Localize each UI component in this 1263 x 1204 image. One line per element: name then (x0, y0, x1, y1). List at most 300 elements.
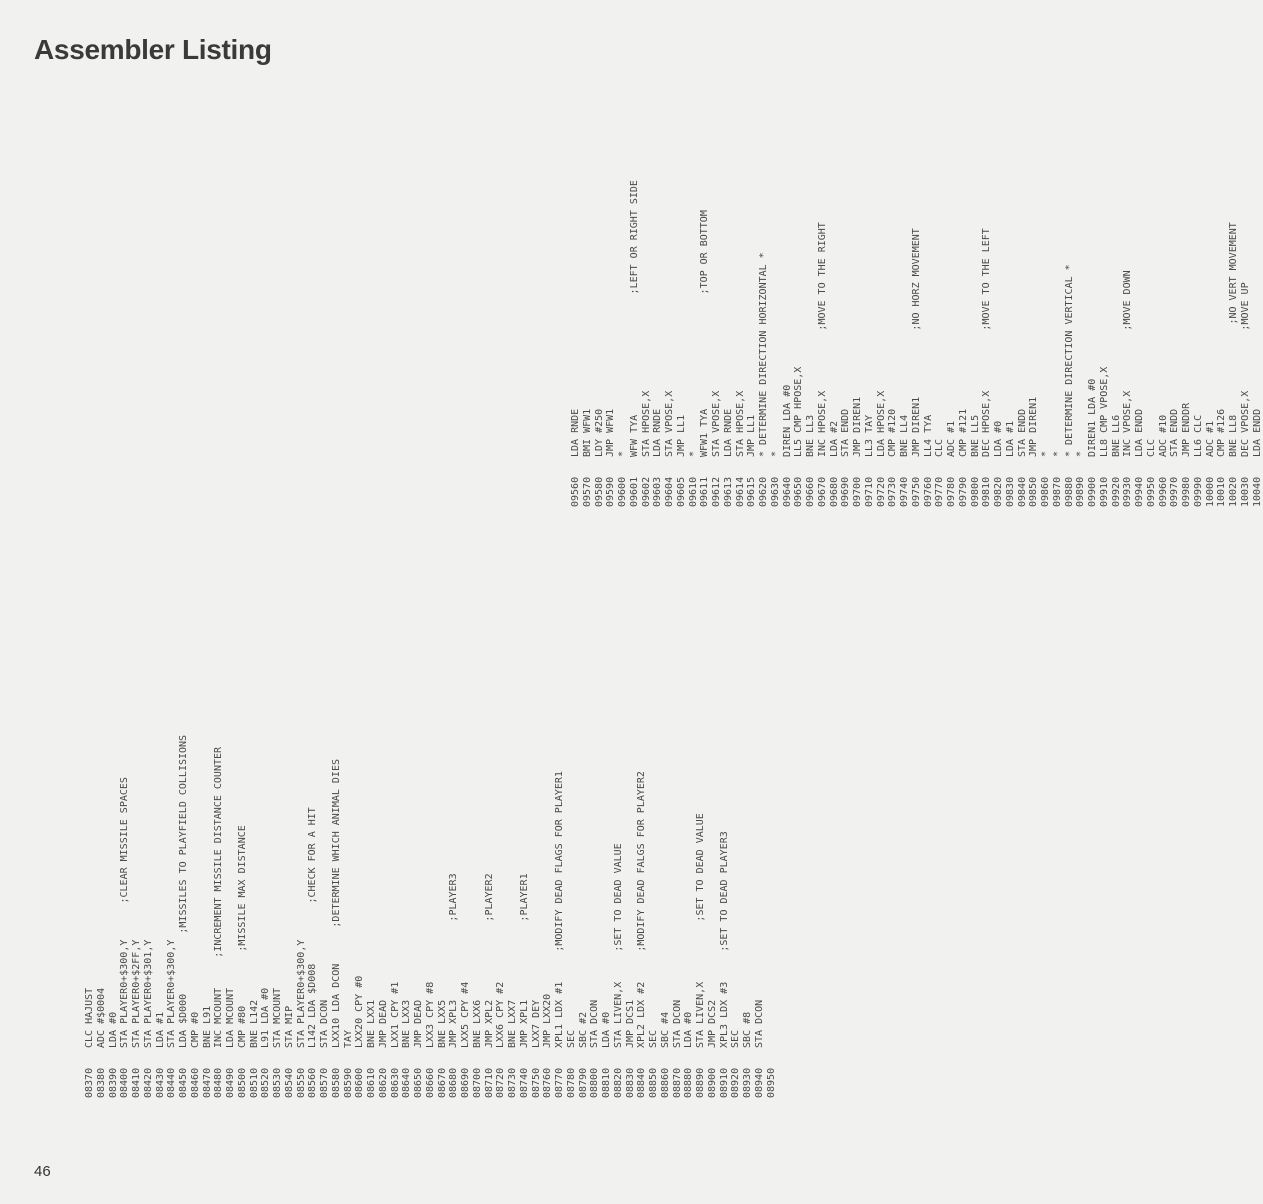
line-number: 09970 (1169, 476, 1181, 507)
listing-line (390, 378, 402, 1098)
code-text: ADC #1 (1204, 420, 1216, 457)
line-number: 09920 (1110, 476, 1122, 507)
line-number: 08410 (131, 1067, 142, 1098)
line-number: 08610 (366, 1067, 377, 1098)
line-number: 10000 (1204, 476, 1216, 507)
listing-line (413, 378, 425, 1098)
code-text: BNE LL8 ;NO VERT MOVEMENT (1228, 222, 1239, 457)
line-number: 09830 (1004, 476, 1016, 507)
code-text: JMP LL1 (675, 414, 687, 457)
listing-line (876, 127, 888, 507)
line-number: 08460 (189, 1067, 201, 1098)
listing-line (946, 127, 958, 507)
listing-line (723, 127, 735, 507)
code-text: DEC HPOSE,X ;MOVE TO THE LEFT (981, 228, 993, 457)
line-number: 08900 (706, 1067, 718, 1098)
line-number: 09750 (910, 476, 922, 507)
line-number: 08390 (107, 1067, 119, 1098)
line-number: 09560 (570, 476, 581, 507)
code-text: LXX3 CPY #8 (424, 981, 436, 1048)
listing-line (519, 378, 531, 1098)
code-text: STA HPOSE,X (640, 390, 652, 457)
listing-line (366, 378, 378, 1098)
code-text: JMP ENDDR (1181, 402, 1192, 457)
code-text: BNE L142 (248, 999, 260, 1048)
line-number: 09720 (875, 476, 887, 507)
line-number: 08450 (178, 1067, 189, 1098)
line-number: 09680 (828, 476, 840, 507)
line-number: 08650 (413, 1067, 424, 1098)
code-text: LL3 TAY (863, 414, 875, 457)
listing-line (1193, 127, 1205, 507)
code-text: STA DCON (319, 999, 330, 1048)
code-text: CLC HAJUST (84, 987, 95, 1048)
listing-line (699, 127, 711, 507)
listing-line (852, 127, 864, 507)
listing-line (378, 378, 390, 1098)
code-text: L142 LDA $D008 ;CHECK FOR A HIT (307, 807, 319, 1048)
listing-line (343, 378, 355, 1098)
code-text: * (1051, 450, 1063, 457)
line-number: 08730 (507, 1067, 518, 1098)
code-text: STA VPOSE,X (711, 390, 722, 457)
line-number: 08910 (718, 1067, 730, 1098)
code-text: STA LIVEN,X ;SET TO DEAD VALUE (612, 843, 624, 1048)
line-number: 08570 (319, 1067, 330, 1098)
code-text: SEC (730, 1029, 742, 1048)
listing-line (617, 127, 629, 507)
page-number: 46 (34, 1163, 51, 1180)
code-text: * DETERMINE DIRECTION VERTICAL * (1063, 264, 1075, 457)
code-text: * (1075, 450, 1087, 457)
line-number: 08750 (530, 1067, 542, 1098)
line-number: 08550 (295, 1067, 307, 1098)
page-title: Assembler Listing (34, 34, 272, 65)
code-text: LXX20 CPY #0 (354, 975, 366, 1048)
listing-line (190, 378, 202, 1098)
listing-line (531, 378, 543, 1098)
listing-line (758, 127, 770, 507)
listing-line (425, 378, 437, 1098)
line-number: 09603 (652, 476, 664, 507)
line-number: 09615 (746, 476, 758, 507)
listing-line (296, 378, 308, 1098)
code-text: SBC #2 (577, 1011, 589, 1048)
line-number: 09960 (1157, 476, 1169, 507)
code-text: LXX7 DEY (530, 999, 542, 1048)
code-text: XPL1 LDX #1 ;MODIFY DEAD FLAGS FOR PLAYER1 (554, 771, 565, 1048)
line-number: 08780 (565, 1067, 577, 1098)
code-text: BNE LXX6 (471, 999, 483, 1048)
listing-line (1216, 127, 1228, 507)
listing-line (770, 127, 782, 507)
listing-line (911, 127, 923, 507)
listing-line (307, 378, 319, 1098)
listing-line (1040, 127, 1052, 507)
listing-line (1146, 127, 1158, 507)
code-text: LXX6 CPY #2 (495, 981, 507, 1048)
line-number: 09602 (640, 476, 652, 507)
code-text: * (769, 450, 781, 457)
code-text: DIREN LDA #0 (781, 384, 793, 457)
code-text: * (617, 450, 628, 457)
code-text: ADC #1 (946, 420, 957, 457)
line-number: 09604 (664, 476, 675, 507)
listing-line (981, 127, 993, 507)
code-text: STA HPOSE,X (734, 390, 746, 457)
line-number: 09940 (1134, 476, 1145, 507)
code-text: CLC (1145, 438, 1157, 457)
code-text: LXX1 CPY #1 (389, 981, 401, 1048)
listing-line (1158, 127, 1170, 507)
code-text: STA MIP (283, 1005, 295, 1048)
line-number: 09860 (1040, 476, 1051, 507)
line-number: 08600 (354, 1067, 366, 1098)
code-text: BNE LXX3 (401, 999, 413, 1048)
code-text: WFW TYA ;LEFT OR RIGHT SIDE (628, 180, 640, 457)
listing-line (805, 127, 817, 507)
listing-line (84, 378, 96, 1098)
listing-line (237, 378, 249, 1098)
line-number: 10010 (1216, 476, 1228, 507)
listing-line (652, 127, 664, 507)
line-number: 10020 (1228, 476, 1239, 507)
listing-line (1228, 127, 1240, 507)
line-number: 08830 (624, 1067, 636, 1098)
listing-line (260, 378, 272, 1098)
listing-line (923, 127, 935, 507)
code-text: STA LIVEN,X ;SET TO DEAD VALUE (695, 813, 706, 1048)
line-number: 08640 (401, 1067, 413, 1098)
code-text: BNE LL4 (899, 414, 910, 457)
listing-line (711, 127, 723, 507)
listing-line (213, 378, 225, 1098)
listing-line (817, 127, 829, 507)
listing-line (331, 378, 343, 1098)
line-number: 09890 (1075, 476, 1087, 507)
line-number: 09620 (758, 476, 769, 507)
code-text: JMP DCS1 (624, 999, 636, 1048)
code-text: LL6 CLC (1192, 414, 1204, 457)
line-number: 09870 (1051, 476, 1063, 507)
line-number: 08700 (471, 1067, 483, 1098)
listing-line (554, 378, 566, 1098)
listing-line (1122, 127, 1134, 507)
code-text: DIREN1 LDA #0 (1087, 378, 1098, 457)
code-text: JMP DCS2 (706, 999, 718, 1048)
line-number: 09950 (1145, 476, 1157, 507)
code-text: LDY #250 (593, 408, 605, 457)
code-text: JMP DEAD (377, 999, 389, 1048)
listing-line (1064, 127, 1076, 507)
line-number: 08430 (154, 1067, 166, 1098)
line-number: 09880 (1063, 476, 1075, 507)
listing-line (495, 378, 507, 1098)
line-number: 09690 (840, 476, 852, 507)
listing-line (958, 127, 970, 507)
listing-line (1134, 127, 1146, 507)
code-text: LDA #0 (993, 420, 1004, 457)
code-text: LDA MCOUNT (225, 987, 236, 1048)
code-text: L91 LDA #0 (260, 987, 272, 1048)
code-text: STA PLAYER0+$2FF,Y (131, 939, 142, 1048)
code-text: DEC VPOSE,X ;MOVE UP (1239, 282, 1251, 457)
code-text: SEC (565, 1029, 577, 1048)
line-number: 08740 (518, 1067, 530, 1098)
line-number: 09760 (922, 476, 934, 507)
code-text: BNE LXX5 (436, 999, 448, 1048)
line-number: 09850 (1028, 476, 1040, 507)
code-text: JMP LL1 (746, 414, 758, 457)
listing-line (96, 378, 108, 1098)
line-number: 08420 (142, 1067, 154, 1098)
code-text: STA VPOSE,X (664, 390, 675, 457)
listing-line (1087, 127, 1099, 507)
listing-line (1205, 127, 1217, 507)
line-number: 08380 (95, 1067, 107, 1098)
listing-line (1005, 127, 1017, 507)
listing-line (735, 127, 747, 507)
line-number: 09610 (687, 476, 699, 507)
line-number: 09770 (934, 476, 946, 507)
code-text: JMP XPL2 ;PLAYER2 (483, 873, 495, 1048)
line-number: 08950 (765, 1067, 777, 1098)
code-text: STA PLAYER0+$300,Y (166, 939, 178, 1048)
line-number: 09700 (852, 476, 863, 507)
code-text: BNE LXX1 (366, 999, 377, 1048)
line-number: 09790 (957, 476, 969, 507)
listing-line (472, 378, 484, 1098)
listing-line (629, 127, 641, 507)
line-number: 08490 (225, 1067, 236, 1098)
line-number: 09650 (793, 476, 805, 507)
line-number: 08720 (495, 1067, 507, 1098)
listing-line (284, 378, 296, 1098)
line-number: 08860 (659, 1067, 671, 1098)
line-number: 09900 (1087, 476, 1098, 507)
code-text: XPL2 LDX #2 ;MODIFY DEAD FALGS FOR PLAYER2 (636, 771, 648, 1048)
listing-line (993, 127, 1005, 507)
code-text: STA MCOUNT (272, 987, 283, 1048)
listing-line (594, 127, 606, 507)
line-number: 08470 (201, 1067, 213, 1098)
line-number: 08710 (483, 1067, 495, 1098)
listing-line (272, 378, 284, 1098)
line-number: 09613 (722, 476, 734, 507)
code-text: LDA RNDE (722, 408, 734, 457)
listing-line (899, 127, 911, 507)
listing-line (202, 378, 214, 1098)
code-text: WFW1 TYA ;TOP OR BOTTOM (699, 210, 711, 457)
line-number: 08560 (307, 1067, 319, 1098)
listing-line (1240, 127, 1252, 507)
listing-line (887, 127, 899, 507)
code-text: CLC (934, 438, 946, 457)
code-text: * (1040, 450, 1051, 457)
line-number: 08530 (272, 1067, 283, 1098)
code-text: BNE LL6 (1110, 414, 1122, 457)
listing-line (119, 378, 131, 1098)
line-number: 09800 (969, 476, 981, 507)
listing-line (676, 127, 688, 507)
listing-line (688, 127, 700, 507)
listing-line (484, 378, 496, 1098)
line-number: 08940 (753, 1067, 765, 1098)
code-text: BNE LXX7 (507, 999, 518, 1048)
code-text: LDA ENDD (1134, 408, 1145, 457)
line-number: 08760 (542, 1067, 554, 1098)
code-text: JMP XPL1 ;PLAYER1 (518, 873, 530, 1048)
listing-line (319, 378, 331, 1098)
line-number: 10040 (1251, 476, 1263, 507)
line-number: 08880 (683, 1067, 695, 1098)
line-number: 09980 (1181, 476, 1192, 507)
code-text: INC HPOSE,X ;MOVE TO THE RIGHT (816, 222, 828, 457)
listing-line (793, 127, 805, 507)
code-text: INC VPOSE,X ;MOVE DOWN (1122, 270, 1134, 457)
line-number: 08800 (589, 1067, 601, 1098)
listing-line (448, 378, 460, 1098)
code-text: STA ENDD (1169, 408, 1181, 457)
listing-line (782, 127, 794, 507)
listing-line (155, 378, 167, 1098)
line-number: 08820 (612, 1067, 624, 1098)
listing-line (507, 378, 519, 1098)
line-number: 09930 (1122, 476, 1134, 507)
line-number: 09910 (1098, 476, 1110, 507)
code-text: STA PLAYER0+$301,Y (142, 939, 154, 1048)
listing-line (437, 378, 449, 1098)
code-text: SBC #4 (659, 1011, 671, 1048)
code-text: JMP DIREN1 (852, 396, 863, 457)
code-text: BNE LL5 (969, 414, 981, 457)
code-text: BMI WFW1 (581, 408, 593, 457)
line-number: 08620 (377, 1067, 389, 1098)
listing-line (108, 378, 120, 1098)
code-text: SEC (648, 1029, 659, 1048)
line-number: 09710 (863, 476, 875, 507)
code-text: LDA HPOSE,X (875, 390, 887, 457)
code-text: JMP XPL3 ;PLAYER3 (448, 873, 460, 1048)
line-number: 08590 (342, 1067, 354, 1098)
line-number: 09820 (993, 476, 1004, 507)
code-text: LL4 TYA (922, 414, 934, 457)
listing-line (934, 127, 946, 507)
listing-line (570, 127, 582, 507)
line-number: 10030 (1239, 476, 1251, 507)
line-number: 09740 (899, 476, 910, 507)
code-text: LDA #2 (828, 420, 840, 457)
line-number: 09670 (816, 476, 828, 507)
listing-line (864, 127, 876, 507)
code-text: * DETERMINE DIRECTION HORIZONTAL * (758, 252, 769, 457)
listing-line (166, 378, 178, 1098)
code-text: LDA RNDE (652, 408, 664, 457)
code-text: XPL3 LDX #3 ;SET TO DEAD PLAYER3 (718, 831, 730, 1048)
listing-line (178, 378, 190, 1098)
line-number: 09590 (605, 476, 617, 507)
code-text: STA DCON (753, 999, 765, 1048)
listing-line (1075, 127, 1087, 507)
code-text: CMP #120 (887, 408, 899, 457)
listing-line (401, 378, 413, 1098)
listing-line (460, 378, 472, 1098)
line-number: 09570 (581, 476, 593, 507)
code-text: BNE L91 (201, 1005, 213, 1048)
code-text: CMP #80 ;MISSILE MAX DISTANCE (236, 825, 248, 1048)
line-number: 09630 (769, 476, 781, 507)
code-text: CMP #126 (1216, 408, 1228, 457)
code-text: JMP DIREN1 ;NO HORZ MOVEMENT (910, 228, 922, 457)
code-text: LDA #0 (683, 1011, 695, 1048)
line-number: 08630 (389, 1067, 401, 1098)
line-number: 09810 (981, 476, 993, 507)
line-number: 08680 (448, 1067, 460, 1098)
listing-line (1111, 127, 1123, 507)
line-number: 09780 (946, 476, 957, 507)
listing-line (249, 378, 261, 1098)
code-text: LL8 CMP VPOSE,X (1098, 366, 1110, 457)
listing-column-right (570, 127, 1263, 507)
code-text: LL5 CMP HPOSE,X (793, 366, 805, 457)
code-text: BNE LL3 (805, 414, 816, 457)
line-number: 08770 (554, 1067, 565, 1098)
listing-line (1181, 127, 1193, 507)
code-text: STA ENDD (840, 408, 852, 457)
line-number: 08870 (671, 1067, 683, 1098)
listing-line (131, 378, 143, 1098)
listing-line (746, 127, 758, 507)
code-text: STA PLAYER0+$300,Y (295, 939, 307, 1048)
code-text: LXX5 CPY #4 (460, 981, 471, 1048)
listing-line (840, 127, 852, 507)
code-text: LDA #1 (1004, 420, 1016, 457)
code-text: CMP #0 (189, 1011, 201, 1048)
listing-line (354, 378, 366, 1098)
code-text: LDA ENDD (1251, 408, 1263, 457)
code-text: JMP DEAD (413, 999, 424, 1048)
listing-line (1017, 127, 1029, 507)
line-number: 09990 (1192, 476, 1204, 507)
line-number: 08690 (460, 1067, 471, 1098)
code-text: * (687, 450, 699, 457)
code-text: STA PLAYER0+$300,Y ;CLEAR MISSILE SPACES (119, 777, 131, 1048)
line-number: 08670 (436, 1067, 448, 1098)
listing-line (970, 127, 982, 507)
line-number: 08520 (260, 1067, 272, 1098)
line-number: 08790 (577, 1067, 589, 1098)
line-number: 08580 (330, 1067, 342, 1098)
code-text: ADC #10 (1157, 414, 1169, 457)
listing-line (605, 127, 617, 507)
line-number: 09730 (887, 476, 899, 507)
code-text: TAY (342, 1029, 354, 1048)
code-text: SBC #8 (742, 1011, 753, 1048)
code-text: ADC #$0004 (95, 987, 107, 1048)
code-text: LDA #0 (601, 1011, 612, 1048)
code-text: STA DCON (589, 999, 601, 1048)
code-text: CMP #121 (957, 408, 969, 457)
line-number: 09660 (805, 476, 816, 507)
line-number: 09611 (699, 476, 711, 507)
line-number: 09840 (1016, 476, 1028, 507)
line-number: 08890 (695, 1067, 706, 1098)
listing-line (143, 378, 155, 1098)
line-number: 08370 (84, 1067, 95, 1098)
line-number: 08440 (166, 1067, 178, 1098)
line-number: 08840 (636, 1067, 648, 1098)
code-text: LDA #0 (107, 1011, 119, 1048)
